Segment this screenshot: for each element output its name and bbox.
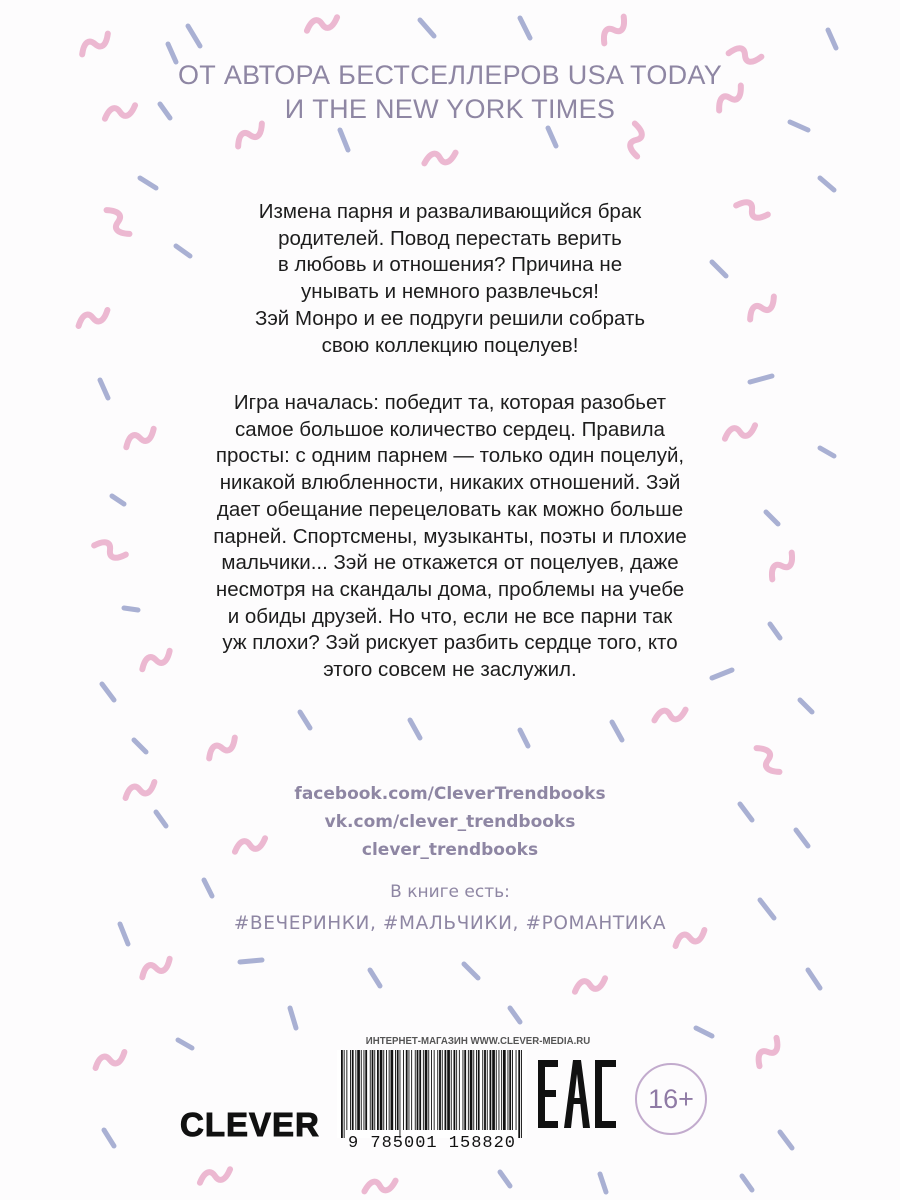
barcode-bar (478, 1050, 480, 1130)
barcode-bar (395, 1050, 396, 1130)
barcode-bar (431, 1050, 432, 1130)
blurb-line: Зэй Монро и ее подруги решили собрать (254, 306, 646, 330)
tagline-line-2: И THE NEW YORK TIMES (284, 94, 616, 124)
barcode-bar (364, 1050, 365, 1130)
barcode-bar (403, 1050, 404, 1130)
barcode-bar (411, 1050, 412, 1130)
blurb-paragraph-1 (150, 199, 750, 359)
barcode-bar (463, 1050, 464, 1130)
barcode-bar (380, 1050, 383, 1130)
publisher-logo: CLEVER (180, 1106, 320, 1143)
barcode-bar (372, 1050, 374, 1130)
blurb-line: этого совсем не заслужил. (323, 658, 577, 682)
barcode-bar (357, 1050, 360, 1130)
hashtags: #ВЕЧЕРИНКИ, #МАЛЬЧИКИ, #РОМАНТИКА (233, 913, 667, 934)
barcode-bar (484, 1050, 486, 1130)
barcode-bar (442, 1050, 443, 1130)
barcode-bar (476, 1050, 477, 1130)
barcode-bar (406, 1050, 408, 1130)
blurb-line: родителей. Повод перестать верить (278, 226, 622, 250)
barcode-bar (346, 1050, 347, 1130)
blurb-line: мальчики... Зэй не откажется от поцелуев, даже (221, 551, 679, 575)
barcode-bar (445, 1050, 447, 1130)
blurb-line: Игра началась: победит та, которая разобьет (233, 391, 667, 414)
blurb-line: просты: с одним парнем — только один поцелуй, (215, 444, 685, 468)
barcode-bar (487, 1050, 488, 1130)
barcode-bar (423, 1050, 424, 1130)
barcode-bar (473, 1050, 474, 1130)
barcode-bar (459, 1050, 460, 1130)
barcode-bar (518, 1050, 520, 1138)
barcode-bar (516, 1050, 517, 1130)
barcode-bar (521, 1050, 522, 1138)
isbn-number: 9 785001 158820 (347, 1134, 517, 1153)
barcode-bar (389, 1050, 390, 1130)
barcode-bar (434, 1050, 435, 1130)
barcode-bar (428, 1050, 429, 1130)
author-tagline (0, 58, 900, 126)
age-rating-badge: 16+ (635, 1063, 707, 1135)
barcode-bar (464, 1050, 466, 1130)
barcode-bar (492, 1050, 495, 1130)
barcode-bar (437, 1050, 438, 1130)
barcode-bar (470, 1050, 473, 1130)
tagline-line-1: ОТ АВТОРА БЕСТСЕЛЛЕРОВ USA TODAY (177, 60, 723, 90)
barcode-bar (383, 1050, 384, 1130)
barcode-bar (386, 1050, 387, 1130)
barcode-bar (454, 1050, 456, 1130)
eac-mark (538, 1058, 616, 1130)
blurb-line: уж плохи? Зэй рискует разбить сердце того, кто (222, 631, 678, 655)
barcode-bar (417, 1050, 419, 1130)
barcode-bar (512, 1050, 513, 1130)
blurb-line: дает обещание перецеловать как можно больше (216, 497, 684, 521)
facebook-link: facebook.com/CleverTrendbooks (294, 784, 606, 804)
barcode-bar (508, 1050, 509, 1130)
shop-url-label: ИНТЕРНЕТ-МАГАЗИН WWW.CLEVER-MEDIA.RU (365, 1035, 591, 1047)
barcode-bar (482, 1050, 483, 1130)
barcode-bar (370, 1050, 371, 1130)
blurb-line: самое большое количество сердец. Правила (235, 417, 665, 441)
blurb-line: парней. Спортсмены, музыканты, поэты и плохие (213, 524, 687, 548)
barcode-bar (377, 1050, 379, 1130)
barcode-bar (400, 1050, 401, 1138)
barcode-bar (350, 1050, 351, 1130)
blurb-line: унывать и немного развлечься! (301, 280, 599, 304)
vk-link: vk.com/clever_trendbooks (324, 812, 576, 832)
barcode-bar (468, 1050, 469, 1130)
blurb-line: свою коллекцию поцелуев! (321, 333, 579, 357)
barcode-bar (451, 1050, 452, 1130)
barcode-bar (409, 1050, 410, 1130)
in-book-label: В книге есть: (390, 882, 510, 902)
blurb-line: в любовь и отношения? Причина не (277, 253, 623, 277)
barcode-bar (391, 1050, 394, 1130)
barcode-bar (425, 1050, 428, 1130)
barcode-bar (439, 1050, 441, 1130)
social-links (150, 780, 750, 864)
barcode-bar (361, 1050, 362, 1130)
blurb-paragraph-2 (150, 390, 750, 684)
barcode-bar (503, 1050, 506, 1130)
barcode-bar (490, 1050, 492, 1130)
blurb-line: Измена парня и разваливающийся брак (258, 200, 642, 223)
blurb-line: никакой влюбленности, никаких отношений. Зэй (219, 471, 681, 495)
barcode-bar (496, 1050, 497, 1130)
barcode-bar (344, 1050, 345, 1138)
isbn-barcode (337, 1050, 527, 1153)
barcode-bar (456, 1050, 457, 1130)
barcode-bar (365, 1050, 367, 1130)
barcode-bar (397, 1050, 399, 1130)
barcode-bar (374, 1050, 375, 1130)
barcode-bar (509, 1050, 511, 1130)
social-handle: clever_trendbooks (361, 840, 539, 860)
barcode-bar (352, 1050, 354, 1130)
barcode-bar (415, 1050, 416, 1130)
blurb-line: несмотря на скандалы дома, проблемы на учебе (215, 577, 685, 601)
blurb-line: и обиды друзей. Но что, если не все парни так (227, 604, 673, 628)
barcode-bar (419, 1050, 421, 1130)
barcode-bar (447, 1050, 450, 1130)
barcode-bar (501, 1050, 502, 1130)
barcode-bars (337, 1050, 527, 1138)
barcode-bar (341, 1050, 343, 1138)
barcode-bar (499, 1050, 500, 1130)
barcode-bar (355, 1050, 356, 1130)
